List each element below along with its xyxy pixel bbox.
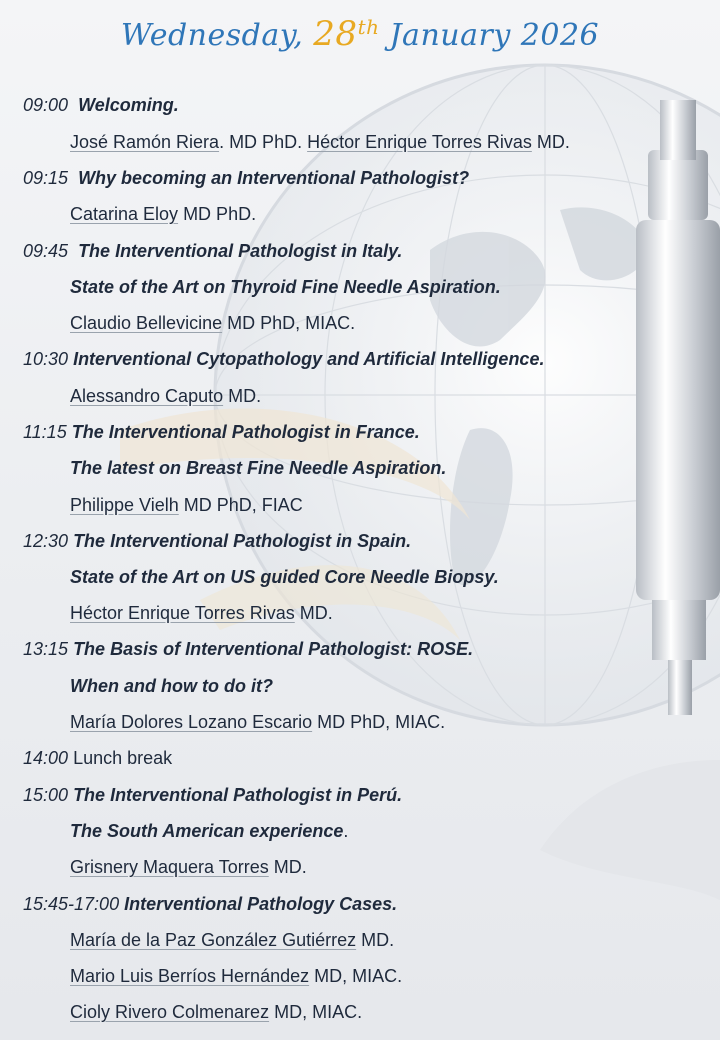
session-subtopic: State of the Art on Thyroid Fine Needle Aspiration. xyxy=(70,277,501,297)
agenda-item xyxy=(23,163,469,193)
speaker-name: Alessandro Caputo xyxy=(70,386,224,406)
speaker-line xyxy=(70,961,402,991)
speaker-name: Cioly Rivero Colmenarez xyxy=(70,1002,270,1022)
agenda-item xyxy=(23,526,411,556)
page-title xyxy=(0,14,720,54)
session-topic: Welcoming. xyxy=(78,95,179,115)
speaker-line xyxy=(70,598,333,628)
title-weekday: Wednesday, xyxy=(120,18,304,53)
time-label: 13:15 xyxy=(23,639,69,659)
agenda-item xyxy=(23,889,397,919)
session-topic: The Interventional Pathologist in France. xyxy=(71,422,420,442)
agenda-item xyxy=(23,236,402,266)
speaker-name: José Ramón Riera xyxy=(70,132,220,152)
speaker-credentials: MD. xyxy=(531,132,570,152)
speaker-line xyxy=(70,997,362,1027)
break-label: Lunch break xyxy=(73,748,173,768)
agenda-item xyxy=(23,743,172,773)
agenda-item xyxy=(23,90,179,120)
speaker-credentials: MD, MIAC. xyxy=(309,966,403,986)
speaker-name: Grisnery Maquera Torres xyxy=(70,857,269,877)
session-topic: The Interventional Pathologist in Spain. xyxy=(73,531,412,551)
speaker-name: Mario Luis Berríos Hernández xyxy=(70,966,310,986)
session-subtopic: The latest on Breast Fine Needle Aspiration. xyxy=(70,458,447,478)
session-subtopic xyxy=(70,816,348,846)
speaker-line xyxy=(70,308,355,338)
time-label: 10:30 xyxy=(23,349,69,369)
speaker-line xyxy=(70,490,303,520)
agenda-item xyxy=(23,634,473,664)
session-topic: Why becoming an Interventional Pathologist? xyxy=(78,168,470,188)
speaker-credentials: MD PhD, FIAC xyxy=(178,495,303,515)
session-topic: The Interventional Pathologist in Italy. xyxy=(78,241,403,261)
session-topic: Interventional Cytopathology and Artificial Intelligence. xyxy=(73,349,545,369)
speaker-credentials: MD PhD. xyxy=(178,204,257,224)
speaker-credentials: . MD PhD. xyxy=(219,132,303,152)
speaker-line xyxy=(70,381,261,411)
title-day: 28 xyxy=(313,14,358,54)
speaker-line xyxy=(70,127,570,157)
session-topic: Interventional Pathology Cases. xyxy=(124,894,398,914)
speaker-credentials: MD. xyxy=(294,603,333,623)
speaker-credentials: MD PhD, MIAC. xyxy=(312,712,446,732)
time-label: 09:15 xyxy=(23,168,69,188)
speaker-line xyxy=(70,925,394,955)
agenda-item xyxy=(23,417,420,447)
speaker-name: Claudio Bellevicine xyxy=(70,313,223,333)
session-topic: The Interventional Pathologist in Perú. xyxy=(73,785,403,805)
agenda-item xyxy=(23,344,544,374)
speaker-credentials: MD. xyxy=(356,930,395,950)
time-label: 14:00 xyxy=(23,748,69,768)
subtopic-period: . xyxy=(343,821,349,841)
session-subtopic: State of the Art on US guided Core Needle Biopsy. xyxy=(70,567,499,587)
speaker-credentials: MD. xyxy=(223,386,262,406)
title-suffix: th xyxy=(357,15,380,39)
session-subtopic-text: The South American experience xyxy=(70,821,344,841)
agenda-item xyxy=(23,780,402,810)
time-label: 09:00 xyxy=(23,95,69,115)
speaker-credentials: MD PhD, MIAC. xyxy=(222,313,356,333)
speaker-credentials: MD. xyxy=(268,857,307,877)
speaker-line xyxy=(70,852,307,882)
speaker-name: Philippe Vielh xyxy=(70,495,179,515)
speaker-line xyxy=(70,707,445,737)
title-month-year: January 2026 xyxy=(389,18,600,53)
time-label: 15:00 xyxy=(23,785,69,805)
time-label: 15:45-17:00 xyxy=(23,894,120,914)
speaker-name: Catarina Eloy xyxy=(70,204,179,224)
speaker-name: María de la Paz González Gutiérrez xyxy=(70,930,357,950)
time-label: 11:15 xyxy=(23,422,67,442)
session-subtopic: When and how to do it? xyxy=(70,676,273,696)
speaker-credentials: MD, MIAC. xyxy=(269,1002,363,1022)
time-label: 09:45 xyxy=(23,241,69,261)
speaker-name: Héctor Enrique Torres Rivas xyxy=(70,603,295,623)
speaker-name: Héctor Enrique Torres Rivas xyxy=(307,132,532,152)
speaker-name: María Dolores Lozano Escario xyxy=(70,712,313,732)
speaker-line xyxy=(70,199,256,229)
time-label: 12:30 xyxy=(23,531,69,551)
session-topic: The Basis of Interventional Pathologist: ROSE. xyxy=(73,639,474,659)
